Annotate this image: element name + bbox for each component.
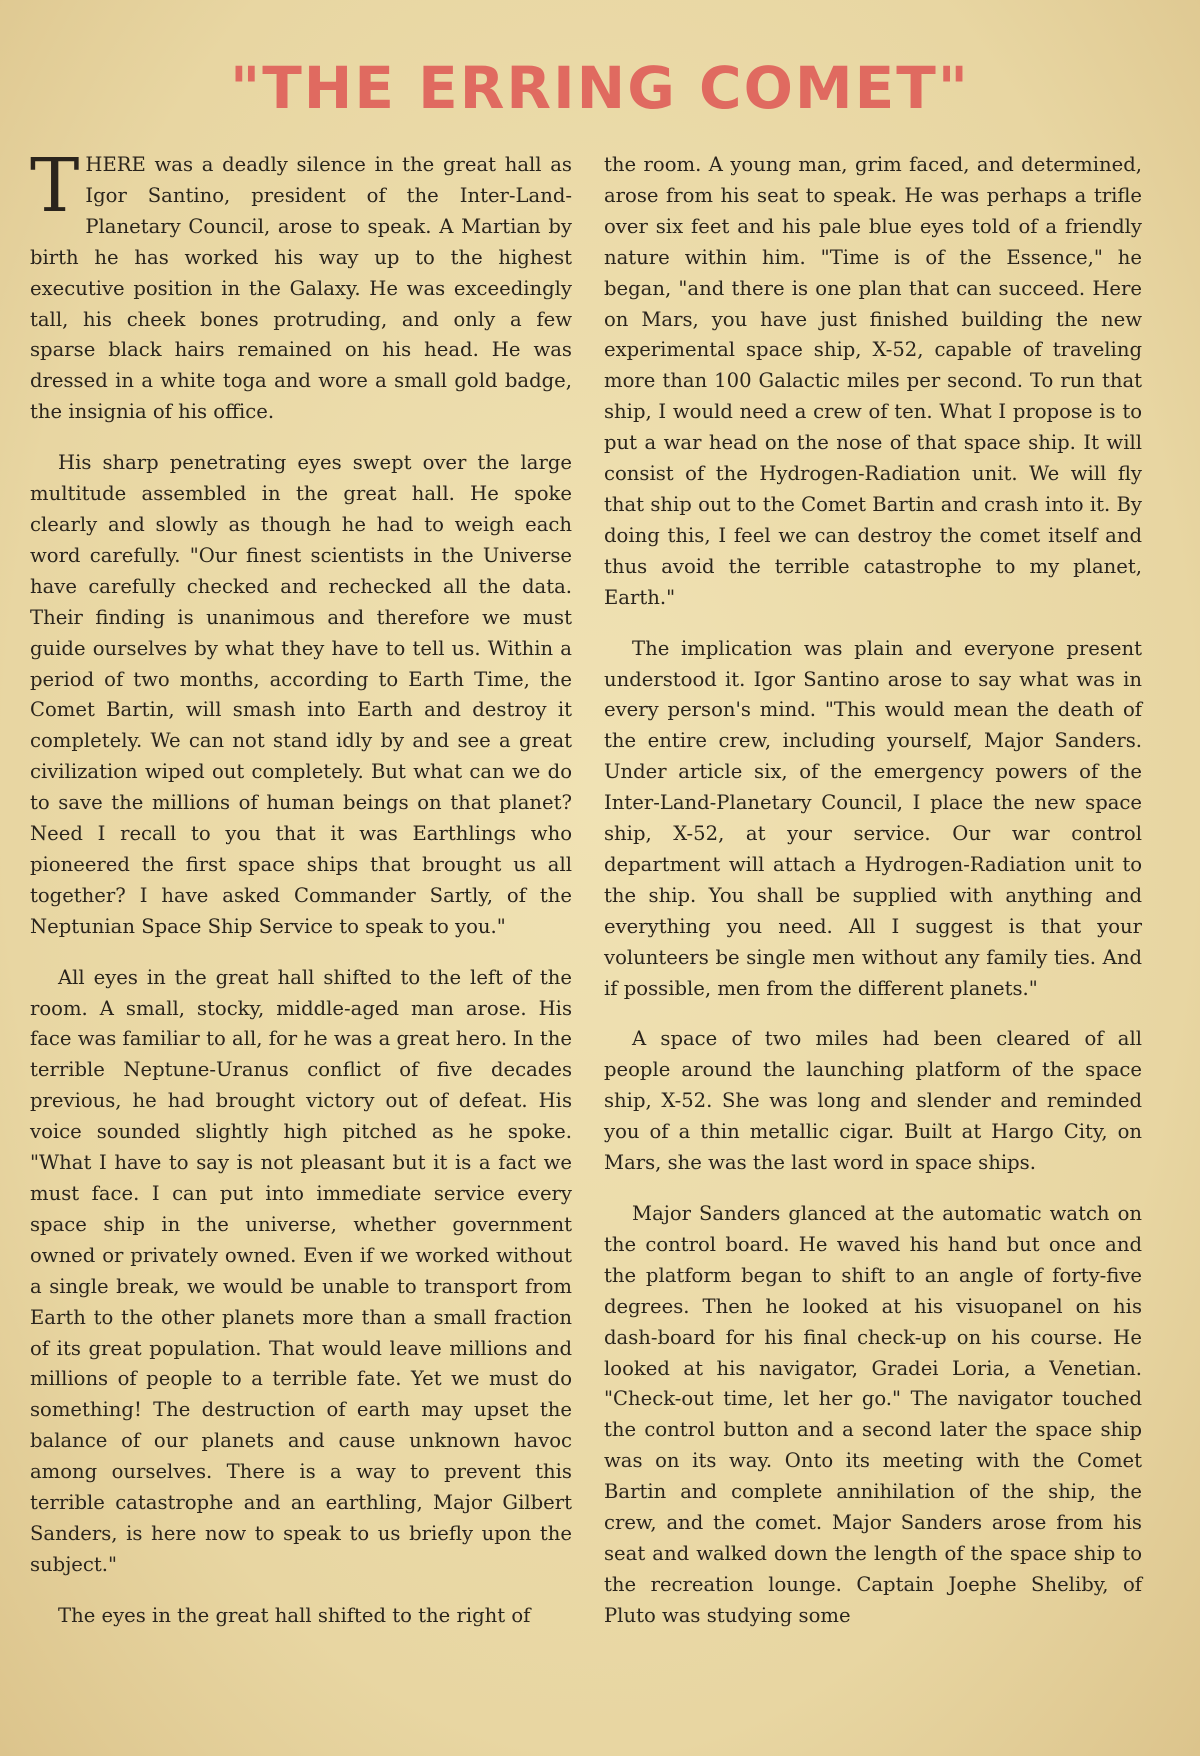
paragraph: The eyes in the great hall shifted to the right of: [58, 1603, 531, 1627]
paragraph: A space of two miles had been cleared of all people around the launching platform of the space ship, X-52. She was long and slender and reminded you of a thin metallic cigar. Built at Hargo City, on Mars, she was the last word in space ships.: [604, 1027, 1142, 1175]
drop-cap: T: [30, 143, 80, 229]
story-title: "THE ERRING COMET": [230, 54, 970, 122]
right-column: [604, 150, 1142, 1652]
paragraph: The implication was plain and everyone present understood it. Igor Santino arose to say what was in every person's mind. "This would mean the death of the entire crew, including yourself, Major Sanders. Under article six, of the emergency powers of the Inter-Land-Planetary Council, I place the new space ship, X-52, at your service. Our war control department will attach a Hydrogen-Radiation unit to the ship. You shall be supplied with anything and everything you need. All I suggest is that your volunteers be single men without any family ties. And if possible, men from the different planets.": [604, 636, 1142, 1000]
column-gutter: [586, 150, 587, 1710]
paragraph: All eyes in the great hall shifted to the left of the room. A small, stocky, middle-aged man arose. His face was familiar to all, for he was a great hero. In the terrible Neptune-Uranus conflict of five decades previous, he had brought victory out of defeat. His voice sounded slightly high pitched as he spoke. "What I have to say is not pleasant but it is a fact we must face. I can put into immediate service every space ship in the universe, whether government owned or privately owned. Even if we worked without a single break, we would be unable to transport from Earth to the other planets more than a small fraction of its great population. That would leave millions and millions of people to a terrible fate. Yet we must do something! The destruction of earth may upset the balance of our planets and cause unknown havoc among ourselves. There is a way to prevent this terrible catastrophe and an earthling, Major Gilbert Sanders, is here now to speak to us briefly upon the subject.": [30, 965, 572, 1576]
paragraph: His sharp penetrating eyes swept over the large multitude assembled in the great hall. He spoke clearly and slowly as though he had to weigh each word carefully. "Our finest scientists in the Universe have carefully checked and rechecked all the data. Their finding is unanimous and therefore we must guide ourselves by what they have to tell us. Within a period of two months, according to Earth Time, the Comet Bartin, will smash into Earth and destroy it completely. We can not stand idly by and see a great civilization wiped out completely. But what can we do to save the millions of human beings on that planet? Need I recall to you that it was Earthlings who pioneered the first space ships that brought us all together? I have asked Commander Sartly, of the Neptunian Space Ship Service to speak to you.": [30, 451, 572, 938]
paragraph-text: HERE was a deadly silence in the great hall as Igor Santino, president of the Inter-Land-Planetary Council, arose to speak. A Martian by birth he has worked his way up to the highest executive position in the Galaxy. He was exceedingly tall, his cheek bones protruding, and only a few sparse black hairs remained on his head. He was dressed in a white toga and wore a small gold badge, the insignia of his office.: [30, 153, 572, 424]
paragraph: the room. A young man, grim faced, and determined, arose from his seat to speak. He was perhaps a trifle over six feet and his pale blue eyes told of a friendly nature within him. "Time is of the Essence," he began, "and there is one plan that can succeed. Here on Mars, you have just finished building the new experimental space ship, X-52, capable of traveling more than 100 Galactic miles per second. To run that ship, I would need a crew of ten. What I propose is to put a war head on the nose of that space ship. It will consist of the Hydrogen-Radiation unit. We will fly that ship out to the Comet Bartin and crash into it. By doing this, I feel we can destroy the comet itself and thus avoid the terrible catastrophe to my planet, Earth.": [604, 153, 1142, 609]
left-column: [30, 143, 572, 1652]
paragraph: Major Sanders glanced at the automatic watch on the control board. He waved his hand but once and the platform began to shift to an angle of forty-five degrees. Then he looked at his visuopanel on his dash-board for his final check-up on his course. He looked at his navigator, Gradei Loria, a Venetian. "Check-out time, let her go." The navigator touched the control button and a second later the space ship was on its way. Onto its meeting with the Comet Bartin and complete annihilation of the ship, the crew, and the comet. Major Sanders arose from his seat and walked down the length of the space ship to the recreation lounge. Captain Joephe Sheliby, of Pluto was studying some: [604, 1202, 1142, 1627]
paragraph: [30, 143, 572, 428]
